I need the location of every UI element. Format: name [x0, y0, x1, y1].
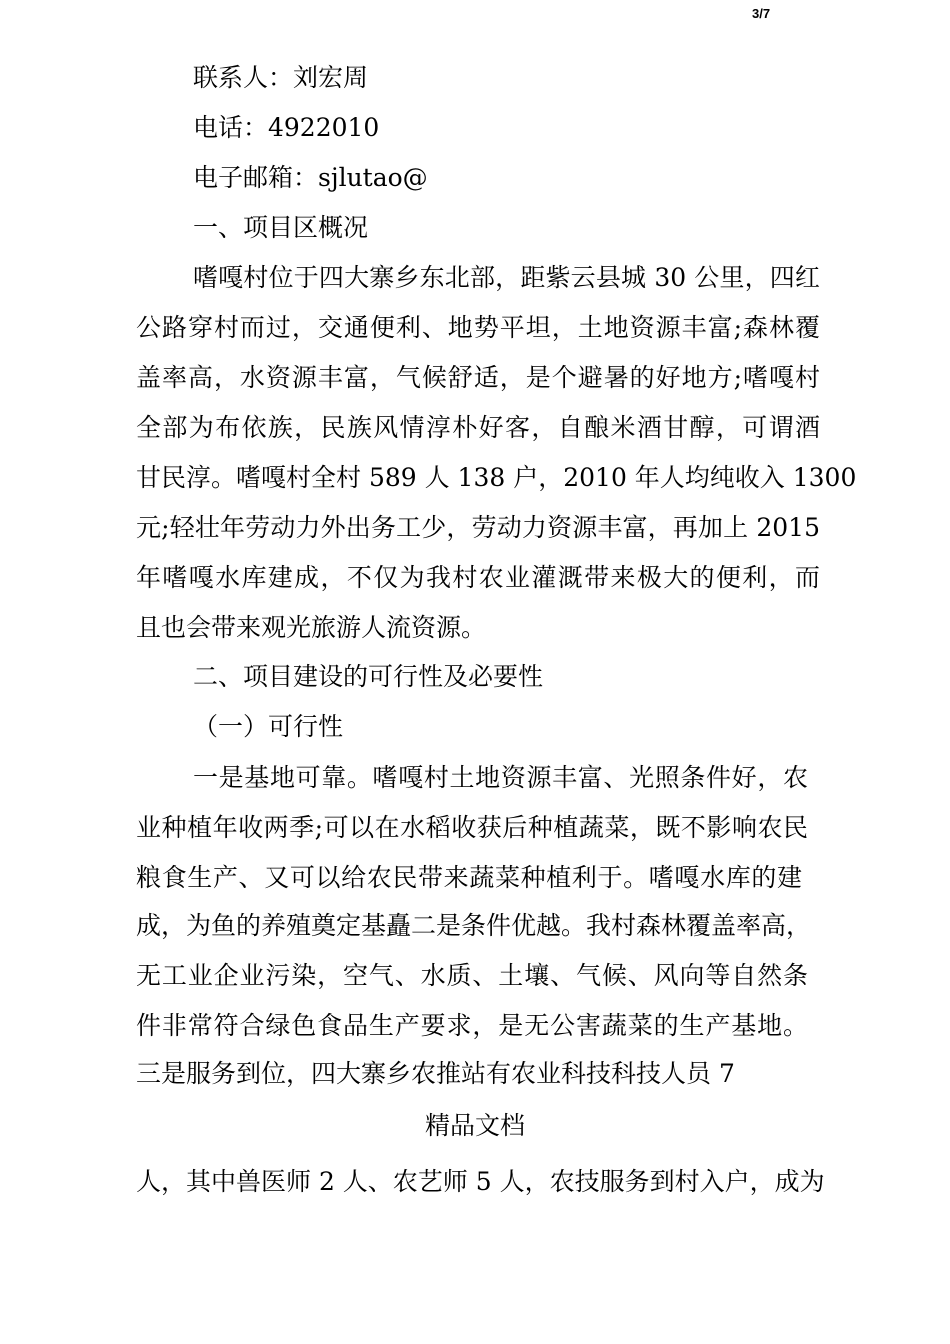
section-heading: 一、项目区概况: [193, 213, 369, 242]
paragraph-line: 公路穿村而过，交通便利、地势平坦，土地资源丰富;森林覆: [136, 313, 820, 342]
page-number: 3/7: [752, 6, 771, 21]
contact-person: 联系人：刘宏周: [193, 63, 369, 92]
paragraph-line: 元;轻壮年劳动力外出务工少，劳动力资源丰富，再加上 2015: [136, 513, 820, 542]
paragraph-line: 盖率高，水资源丰富，气候舒适，是个避暑的好地方;嗜嘎村: [136, 363, 820, 392]
paragraph-line: 且也会带来观光旅游人流资源。: [136, 613, 487, 642]
paragraph-line: 甘民淳。嗜嘎村全村 589 人 138 户，2010 年人均纯收入 1300: [136, 463, 857, 492]
paragraph-line: 件非常符合绿色食品生产要求，是无公害蔬菜的生产基地。: [136, 1011, 808, 1040]
contact-phone: 电话：4922010: [193, 113, 380, 142]
paragraph-line: 一是基地可靠。嗜嘎村土地资源丰富、光照条件好，农: [193, 763, 808, 792]
subsection-heading: （一）可行性: [193, 712, 344, 741]
paragraph-line: 三是服务到位，四大寨乡农推站有农业科技科技人员 7: [136, 1059, 735, 1088]
paragraph-line: 年嗜嘎水库建成，不仅为我村农业灌溉带来极大的便利，而: [136, 563, 820, 592]
paragraph-line: 嗜嘎村位于四大寨乡东北部，距紫云县城 30 公里，四红: [193, 263, 820, 292]
section-heading: 二、项目建设的可行性及必要性: [193, 662, 544, 691]
continuation-line: 人，其中兽医师 2 人、农艺师 5 人，农技服务到村入户，成为: [136, 1167, 825, 1196]
paragraph-line: 业种植年收两季;可以在水稻收获后种植蔬菜，既不影响农民: [136, 813, 808, 842]
contact-email: 电子邮箱：sjlutao@: [193, 163, 428, 192]
paragraph-line: 全部为布依族，民族风情淳朴好客，自酿米酒甘醇，可谓酒: [136, 413, 820, 442]
paragraph-line: 无工业企业污染，空气、水质、土壤、气候、风向等自然条: [136, 961, 808, 990]
footer-mark: 精品文档: [424, 1111, 525, 1140]
paragraph-line: 粮食生产、又可以给农民带来蔬菜种植利于。嗜嘎水库的建: [136, 863, 802, 892]
paragraph-line: 成，为鱼的养殖奠定基矗二是条件优越。我村森林覆盖率高，: [136, 911, 812, 940]
